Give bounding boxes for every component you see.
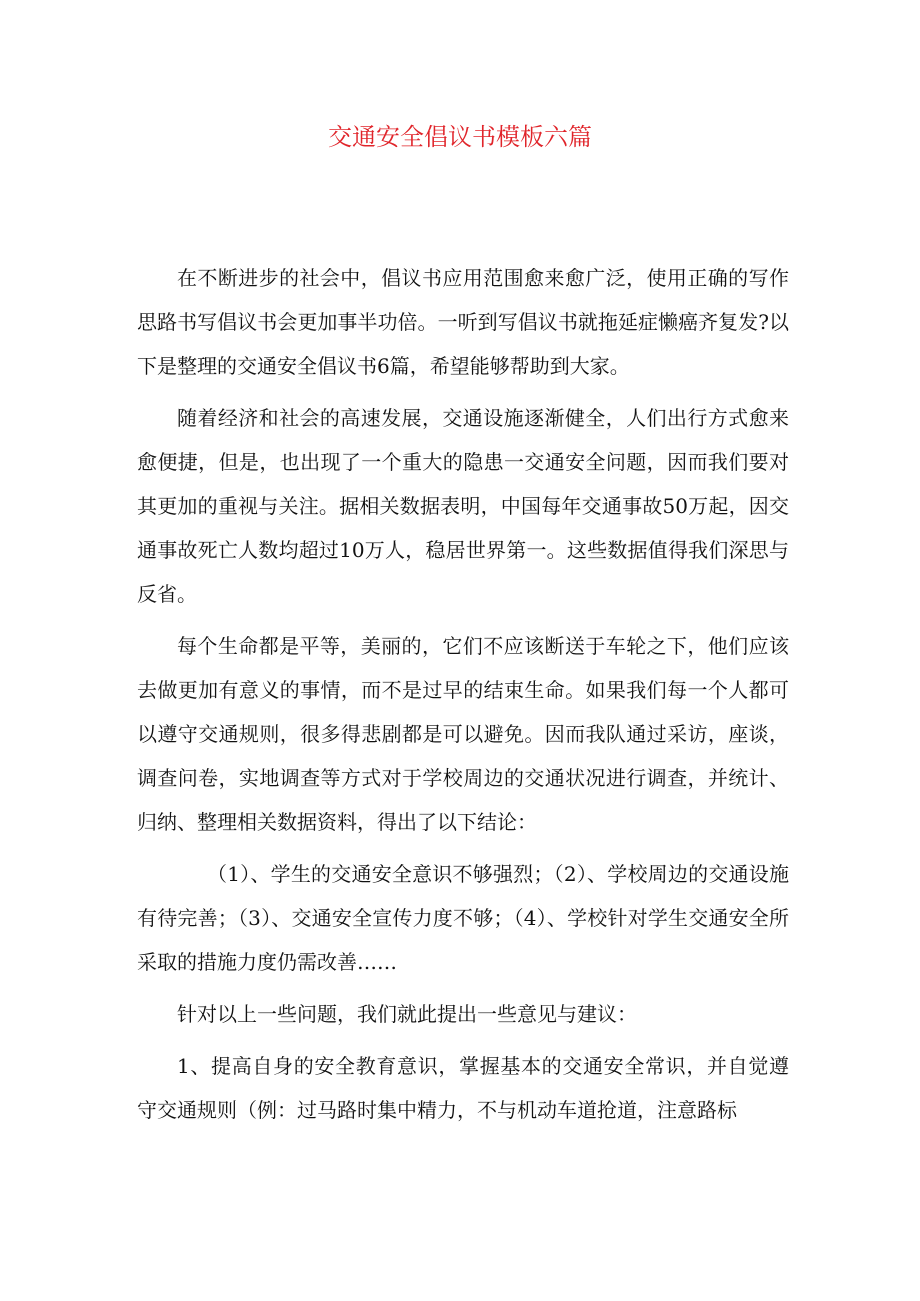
paragraph-survey: 每个生命都是平等，美丽的，它们不应该断送于车轮之下，他们应该去做更加有意义的事情，而不是过早的结束生命。如果我们每一个人都可以遵守交通规则，很多得悲剧都是可以避免。因而我队通过采访，座谈，调查问卷，实地调查等方式对于学校周边的交通状况进行调查，并统计、归纳、整理相关数据资料，得出了以下结论： <box>137 634 789 834</box>
document-body <box>137 256 789 1140</box>
paragraph-suggestion-1: 1、提高自身的安全教育意识，掌握基本的交通安全常识，并自觉遵守交通规则（例：过马路时集中精力，不与机动车道抢道，注意路标 <box>137 1054 789 1122</box>
paragraph-suggestions-intro: 针对以上一些问题，我们就此提出一些意见与建议： <box>177 1002 637 1026</box>
document-title: 交通安全倡议书模板六篇 <box>328 123 592 151</box>
paragraph-conclusions: （1）、学生的交通安全意识不够强烈；（2）、学校周边的交通设施有待完善；（3）、交通安全宣传力度不够；（4）、学校针对学生交通安全所采取的措施力度仍需改善…… <box>137 862 789 974</box>
paragraph-background: 随着经济和社会的高速发展，交通设施逐渐健全，人们出行方式愈来愈便捷，但是，也出现了一个重大的隐患一交通安全问题，因而我们要对其更加的重视与关注。据相关数据表明，中国每年交通事故50万起，因交通事故死亡人数均超过10万人，稳居世界第一。这些数据值得我们深思与反省。 <box>137 406 789 606</box>
paragraph-intro: 在不断进步的社会中，倡议书应用范围愈来愈广泛，使用正确的写作思路书写倡议书会更加事半功倍。一听到写倡议书就拖延症懒癌齐复发?以下是整理的交通安全倡议书6篇，希望能够帮助到大家。 <box>137 266 789 378</box>
